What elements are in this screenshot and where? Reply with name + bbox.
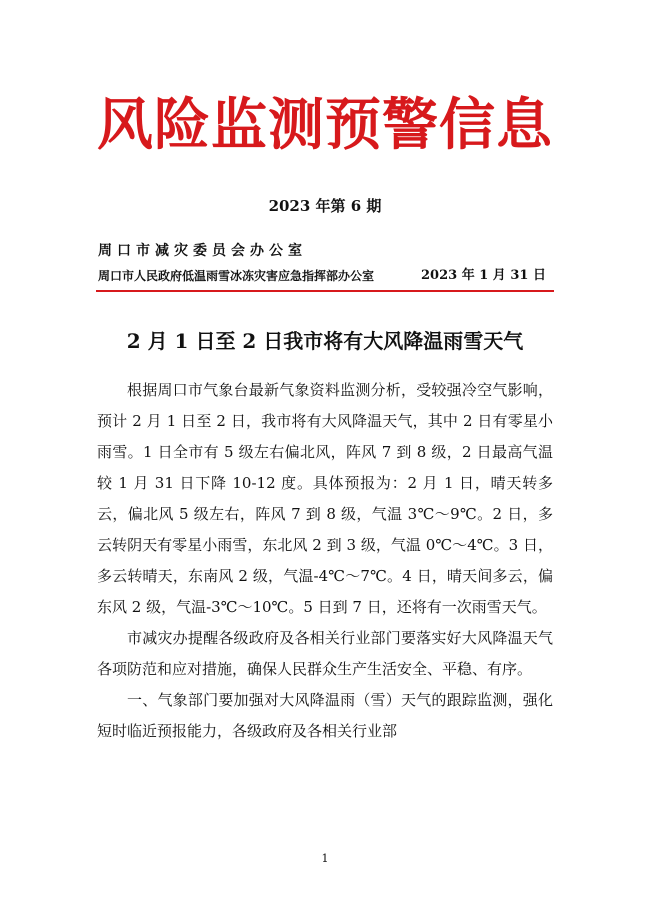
header-divider — [96, 290, 554, 292]
issuing-office-2: 周口市人民政府低温雨雪冰冻灾害应急指挥部办公室 — [98, 269, 375, 283]
paragraph-forecast: 根据周口市气象台最新气象资料监测分析，受较强冷空气影响，预计 2 月 1 日至 2 日，我市将有大风降温天气，其中 2 日有零星小雨雪。1 日全市有 5 级左右偏北风，阵风 7 到 8 级，2 日最高气温较 1 月 31 日下降 10-12 度。具体预报为：2 月 1 日，晴天转多云，偏北风 5 级左右，阵风 7 到 8 级，气温 3℃～9℃。2 日，多云转阴天有零星小雨雪，东北风 2 到 3 级，气温 0℃～4℃。3 日，多云转晴天，东南风 2 级，气温-4℃～7℃。4 日，晴天间多云，偏东风 2 级，气温-3℃～10℃。5 日到 7 日，还将有一次雨雪天气。 — [97, 381, 553, 616]
document-body — [97, 375, 553, 747]
issuing-office-1: 周口市减灾委员会办公室 — [98, 243, 307, 259]
masthead-title: 风险监测预警信息 — [97, 92, 553, 158]
issue-number: 2023 年第 6 期 — [268, 197, 382, 215]
document-title: 2 月 1 日至 2 日我市将有大风降温雨雪天气 — [126, 329, 524, 353]
page-number: 1 — [321, 852, 329, 865]
paragraph-reminder: 市减灾办提醒各级政府及各相关行业部门要落实好大风降温天气各项防范和应对措施，确保人民群众生产生活安全、平稳、有序。 — [97, 629, 553, 678]
paragraph-item-1: 一、气象部门要加强对大风降温雨（雪）天气的跟踪监测，强化短时临近预报能力，各级政府及各相关行业部 — [97, 691, 553, 740]
publication-date: 2023 年 1 月 31 日 — [421, 268, 546, 283]
